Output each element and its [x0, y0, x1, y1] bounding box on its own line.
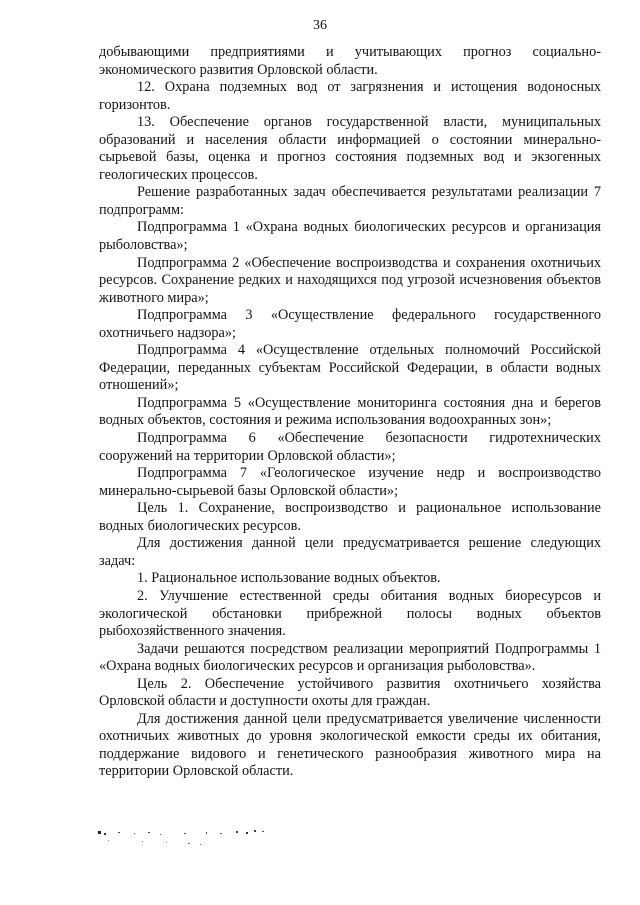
paragraph: Задачи решаются посредством реализации мероприятий Подпрограммы 1 «Охрана водных биологических ресурсов и организация рыболовства». [99, 640, 601, 675]
goal-heading: Цель 1. Сохранение, воспроизводство и рациональное использование водных биологических ресурсов. [99, 500, 601, 534]
paragraph: 13. Обеспечение органов государственной власти, муниципальных образований и населения области информацией о состоянии минерально-сырьевой базы, оценка и прогноз состояния подземных вод и экзогенных геологических процессов. [99, 114, 601, 183]
subprogram-item: Подпрограмма 1 «Охрана водных биологических ресурсов и организация рыболовства»; [99, 219, 601, 254]
paragraph: Для достижения данной цели предусматривается решение следующих задач: [99, 535, 601, 569]
scan-artifact [96, 826, 296, 850]
subprogram-item: Подпрограмма 7 «Геологическое изучение недр и воспроизводство минерально-сырьевой базы Орловской области»; [99, 465, 601, 499]
paragraph: добывающими предприятиями и учитывающих прогноз социально-экономического развития Орловской области. [99, 44, 601, 78]
subprogram-item: Подпрограмма 5 «Осуществление мониторинга состояния дна и берегов водных объектов, состояния и режима использования водоохранных зон»; [99, 394, 601, 429]
goal-heading: Цель 2. Обеспечение устойчивого развития охотничьего хозяйства Орловской области и доступности охоты для граждан. [99, 675, 601, 710]
paragraph: 12. Охрана подземных вод от загрязнения и истощения водоносных горизонтов. [99, 79, 601, 113]
page-number: 36 [313, 18, 327, 33]
paragraph: Решение разработанных задач обеспечивается результатами реализации 7 подпрограмм: [99, 184, 601, 218]
subprogram-item: Подпрограмма 4 «Осуществление отдельных полномочий Российской Федерации, переданных субъектам Российской Федерации, в области водных отношений»; [99, 342, 601, 394]
subprogram-item: Подпрограмма 3 «Осуществление федерального государственного охотничьего надзора»; [99, 307, 601, 341]
subprogram-item: Подпрограмма 2 «Обеспечение воспроизводства и сохранения охотничьих ресурсов. Сохранение редких и находящихся под угрозой исчезновения объектов животного мира»; [99, 254, 601, 306]
subprogram-item: Подпрограмма 6 «Обеспечение безопасности гидротехнических сооружений на территории Орловской области»; [99, 430, 601, 464]
document-body [99, 44, 601, 781]
task-item: 2. Улучшение естественной среды обитания водных биоресурсов и экологической обстановки прибрежной полосы водных объектов рыбохозяйственного значения. [99, 587, 601, 640]
paragraph: Для достижения данной цели предусматривается увеличение численности охотничьих животных до уровня экологической емкости среды их обитания, поддержание видового и генетического разнообразия животного мира на территории Орловской области. [99, 710, 601, 780]
task-item: 1. Рациональное использование водных объектов. [137, 570, 441, 587]
